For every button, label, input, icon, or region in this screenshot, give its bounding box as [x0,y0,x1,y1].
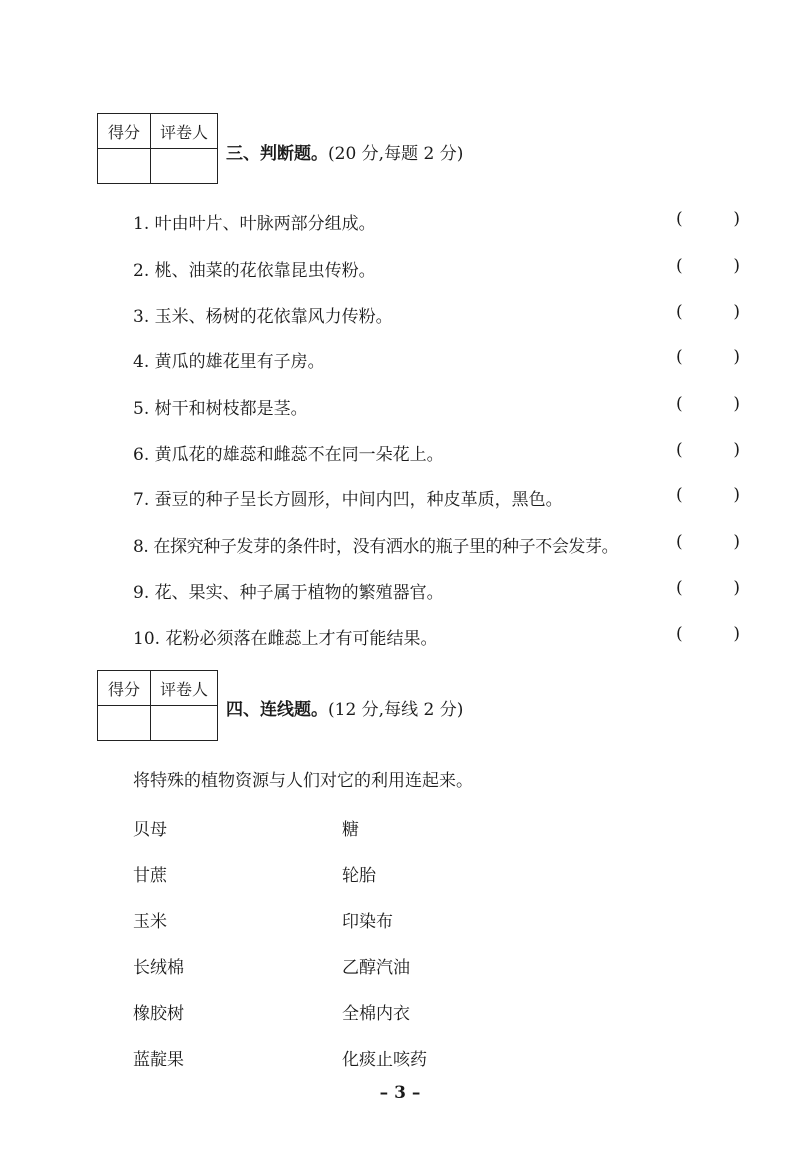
paren-close: ) [733,209,740,229]
section4-title [226,695,463,720]
paren-close: ) [733,578,740,598]
match-left-item[interactable]: 玉米 [133,912,167,932]
paren-open: ( [676,485,683,505]
match-left-item[interactable]: 贝母 [133,820,167,840]
match-left-item[interactable]: 蓝靛果 [133,1050,184,1070]
match-right-item[interactable]: 糖 [342,820,359,840]
answer-parens-3[interactable] [676,302,740,322]
paren-open: ( [676,624,683,644]
paren-open: ( [676,302,683,322]
score-cell[interactable] [98,706,151,741]
page-number: – 3 – [379,1083,421,1103]
paren-close: ) [733,256,740,276]
paren-open: ( [676,394,683,414]
match-right-item[interactable]: 印染布 [342,912,393,932]
question-7: 7. 蚕豆的种子呈长方圆形，中间内凹，种皮革质，黑色。 [133,490,563,510]
answer-parens-7[interactable] [676,485,740,505]
paren-close: ) [733,302,740,322]
section4-instruction: 将特殊的植物资源与人们对它的利用连起来。 [133,771,473,791]
match-left-item[interactable]: 橡胶树 [133,1004,184,1024]
question-2: 2. 桃、油菜的花依靠昆虫传粉。 [133,261,376,281]
match-right-item[interactable]: 全棉内衣 [342,1004,410,1024]
section3-note: (20 分,每题 2 分) [328,144,464,164]
paren-close: ) [733,485,740,505]
paren-open: ( [676,347,683,367]
match-right-item[interactable]: 化痰止咳药 [342,1050,427,1070]
paren-open: ( [676,532,683,552]
question-8: 8. 在探究种子发芽的条件时，没有洒水的瓶子里的种子不会发芽。 [133,537,619,557]
paren-open: ( [676,209,683,229]
grader-header: 评卷人 [151,671,218,706]
question-4: 4. 黄瓜的雄花里有子房。 [133,352,325,372]
answer-parens-9[interactable] [676,578,740,598]
paren-open: ( [676,440,683,460]
paren-close: ) [733,440,740,460]
answer-parens-10[interactable] [676,624,740,644]
paren-close: ) [733,347,740,367]
score-table-section4 [97,670,218,741]
question-3: 3. 玉米、杨树的花依靠风力传粉。 [133,307,393,327]
answer-parens-8[interactable] [676,532,740,552]
question-10: 10. 花粉必须落在雌蕊上才有可能结果。 [133,629,438,649]
section3-title [226,139,463,164]
section4-note: (12 分,每线 2 分) [328,700,464,720]
question-1: 1. 叶由叶片、叶脉两部分组成。 [133,214,376,234]
match-right-item[interactable]: 乙醇汽油 [342,958,410,978]
paren-close: ) [733,394,740,414]
score-table-section3 [97,113,218,184]
answer-parens-6[interactable] [676,440,740,460]
paren-open: ( [676,578,683,598]
score-cell[interactable] [98,149,151,184]
match-left-item[interactable]: 长绒棉 [133,958,184,978]
grader-cell[interactable] [151,706,218,741]
grader-header: 评卷人 [151,114,218,149]
score-header: 得分 [98,671,151,706]
answer-parens-4[interactable] [676,347,740,367]
grader-cell[interactable] [151,149,218,184]
answer-parens-5[interactable] [676,394,740,414]
question-5: 5. 树干和树枝都是茎。 [133,399,308,419]
paren-close: ) [733,532,740,552]
match-left-item[interactable]: 甘蔗 [133,866,167,886]
section4-heading: 四、连线题。 [226,700,328,720]
match-right-item[interactable]: 轮胎 [342,866,376,886]
score-header: 得分 [98,114,151,149]
section3-heading: 三、判断题。 [226,144,328,164]
question-6: 6. 黄瓜花的雄蕊和雌蕊不在同一朵花上。 [133,445,444,465]
paren-open: ( [676,256,683,276]
answer-parens-1[interactable] [676,209,740,229]
question-9: 9. 花、果实、种子属于植物的繁殖器官。 [133,583,444,603]
paren-close: ) [733,624,740,644]
answer-parens-2[interactable] [676,256,740,276]
